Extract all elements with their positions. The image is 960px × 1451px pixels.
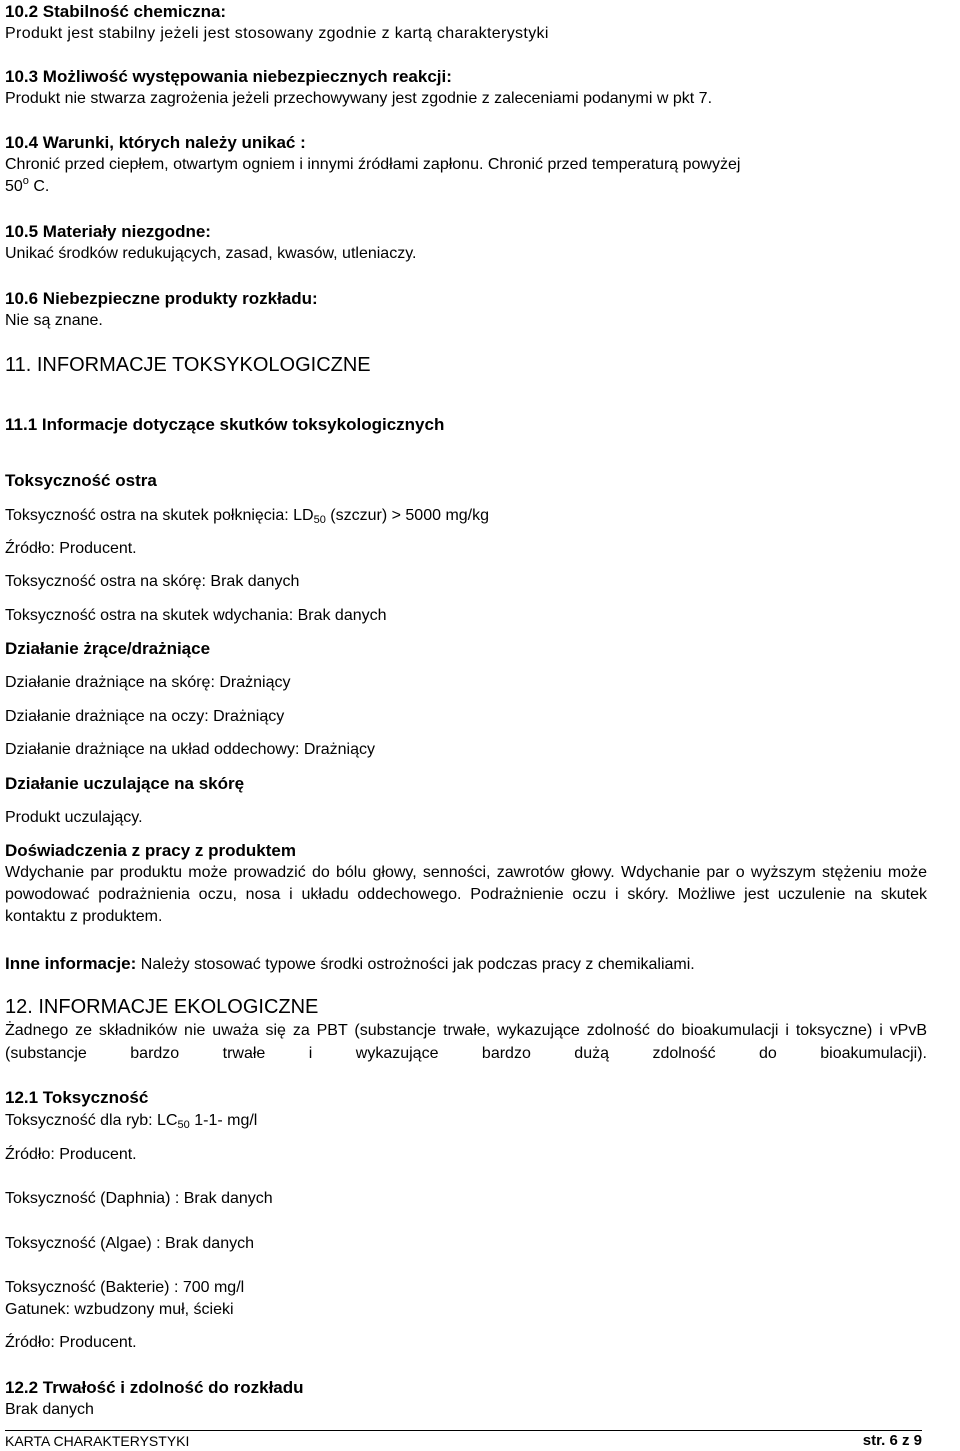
- inhalation-toxicity: Toksyczność ostra na skutek wdychania: Brak danych: [5, 607, 387, 624]
- other-info: Inne informacje: Należy stosować typowe środki ostrożności jak podczas pracy z chemikaliami.: [5, 954, 695, 973]
- species-line: Gatunek: wzbudzony muł, ścieki: [5, 1301, 234, 1318]
- temperature-line: 50$^o$ C.: [5, 175, 50, 195]
- section-11-1-heading: 11.1 Informacje dotyczące skutków toksykologicznych: [5, 415, 445, 434]
- section-text: Nie są znane.: [5, 312, 103, 329]
- section-heading: 10.4 Warunki, których należy unikać :: [5, 133, 306, 152]
- experience-heading: Doświadczenia z pracy z produktem: [5, 841, 296, 860]
- section-text: Unikać środków redukujących, zasad, kwasów, utleniaczy.: [5, 245, 417, 262]
- respiratory-irritation: Działanie drażniące na układ oddechowy: Drażniący: [5, 741, 375, 758]
- experience-text: Wdychanie par produktu może prowadzić do bólu głowy, senności, zawrotów głowy. Wdychanie par o wyższym stężeniu może powodować podrażnienia oczu, nosa i układu oddechowego. Podrażnienie oczu i skóry. Możliwe jest uczulenie na skutek kontaktu z produktem.: [5, 864, 927, 925]
- acute-toxicity-heading: Toksyczność ostra: [5, 471, 157, 490]
- footer-title: KARTA CHARAKTERYSTYKI: [5, 1433, 190, 1449]
- sensitization-heading: Działanie uczulające na skórę: [5, 774, 245, 793]
- section-10-2: [5, 1, 927, 45]
- algae-toxicity: Toksyczność (Algae) : Brak danych: [5, 1235, 254, 1252]
- section-10-4: [5, 132, 927, 198]
- irritant-heading: Działanie żrące/drażniące: [5, 639, 211, 658]
- bacteria-toxicity: Toksyczność (Bakterie) : 700 mg/l: [5, 1279, 245, 1296]
- section-heading: 10.2 Stabilność chemiczna:: [5, 2, 227, 21]
- section-heading: 10.3 Możliwość występowania niebezpiecznych reakcji:: [5, 67, 452, 86]
- page-number: str. 6 z 9: [862, 1432, 922, 1449]
- section-text: Produkt jest stabilny jeżeli jest stosowany zgodnie z kartą charakterystyki: [5, 25, 549, 42]
- section-12-title: 12. INFORMACJE EKOLOGICZNE: [5, 996, 319, 1018]
- section-10-3: [5, 66, 927, 110]
- source-line: Źródło: Producent.: [5, 1334, 137, 1351]
- section-12-1-heading: 12.1 Toksyczność: [5, 1088, 149, 1107]
- skin-irritation: Działanie drażniące na skórę: Drażniący: [5, 674, 291, 691]
- section-heading: 10.5 Materiały niezgodne:: [5, 222, 211, 241]
- section-10-6: [5, 288, 927, 332]
- sensitization-text: Produkt uczulający.: [5, 809, 143, 826]
- section-11-title: 11. INFORMACJE TOKSYKOLOGICZNE: [5, 354, 371, 376]
- page-footer: [5, 1430, 922, 1451]
- section-12-2-text: Brak danych: [5, 1401, 94, 1418]
- section-10-5: [5, 221, 927, 265]
- source-line: Źródło: Producent.: [5, 540, 137, 557]
- source-line: Źródło: Producent.: [5, 1146, 137, 1163]
- section-text: Chronić przed ciepłem, otwartym ogniem i innymi źródłami zapłonu. Chronić przed temperaturą powyżej: [5, 156, 741, 173]
- pbt-text: Żadnego ze składników nie uważa się za PBT (substancje trwałe, wykazujące zdolność do bioakumulacji i toksyczne) i vPvB (substancje bardzo trwałe i wykazujące bardzo dużą zdolność do bioakumulacji).: [5, 1022, 927, 1062]
- oral-toxicity: Toksyczność ostra na skutek połknięcia: $LD_{50}$ (szczur) > 5000 mg/kg: [5, 507, 490, 526]
- section-12-2-heading: 12.2 Trwałość i zdolność do rozkładu: [5, 1378, 304, 1397]
- section-heading: 10.6 Niebezpieczne produkty rozkładu:: [5, 289, 318, 308]
- dermal-toxicity: Toksyczność ostra na skórę: Brak danych: [5, 573, 300, 590]
- section-text: Produkt nie stwarza zagrożenia jeżeli przechowywany jest zgodnie z zaleceniami podanymi w pkt 7.: [5, 90, 713, 107]
- fish-toxicity: Toksyczność dla ryb: $LC_{50}$ 1-1- mg/l: [5, 1112, 258, 1131]
- daphnia-toxicity: Toksyczność (Daphnia) : Brak danych: [5, 1190, 273, 1207]
- eye-irritation: Działanie drażniące na oczy: Drażniący: [5, 708, 285, 725]
